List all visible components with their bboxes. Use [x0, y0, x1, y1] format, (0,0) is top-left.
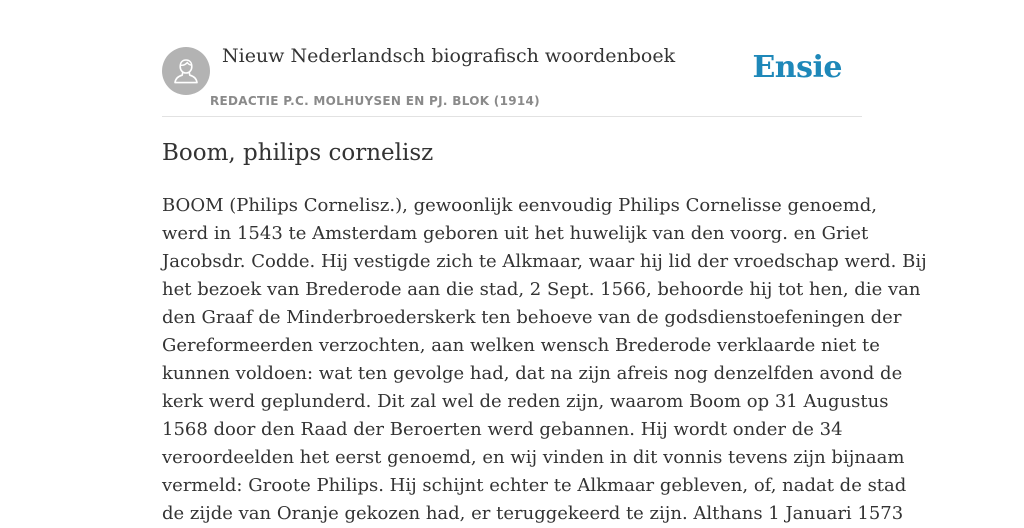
body-line: Gereformeerden verzochten, aan welken wensch Brederode verklaarde niet te — [162, 335, 880, 356]
body-line: vermeld: Groote Philips. Hij schijnt echter te Alkmaar gebleven, of, nadat de stad — [162, 475, 907, 496]
body-line: kerk werd geplunderd. Dit zal wel de reden zijn, waarom Boom op 31 Augustus — [162, 391, 889, 412]
header — [162, 0, 862, 117]
body-line: het bezoek van Brederode aan die stad, 2 Sept. 1566, behoorde hij tot hen, die van — [162, 279, 921, 300]
entry-title: Boom, philips cornelisz — [162, 140, 434, 166]
ensie-logo[interactable]: Ensie — [752, 50, 842, 85]
body-line: veroordeelden het eerst genoemd, en wij vinden in dit vonnis tevens zijn bijnaam — [162, 447, 905, 468]
entry-body — [162, 192, 927, 528]
book-title-link[interactable]: Nieuw Nederlandsch biografisch woordenboek — [222, 45, 676, 67]
body-line: Jacobsdr. Codde. Hij vestigde zich te Alkmaar, waar hij lid der vroedschap werd. Bij — [162, 251, 927, 272]
avatar[interactable] — [162, 47, 210, 95]
body-line: de zijde van Oranje gekozen had, er teruggekeerd te zijn. Althans 1 Januari 1573 — [162, 503, 904, 524]
body-line: 1568 door den Raad der Beroerten werd gebannen. Hij wordt onder de 34 — [162, 419, 843, 440]
body-line: kunnen voldoen: wat ten gevolge had, dat na zijn afreis nog denzelfden avond de — [162, 363, 903, 384]
editors-label: REDACTIE P.C. MOLHUYSEN EN PJ. BLOK (1914) — [210, 94, 540, 108]
body-line: werd in 1543 te Amsterdam geboren uit het huwelijk van den voorg. en Griet — [162, 223, 869, 244]
user-silhouette-icon — [173, 57, 199, 85]
body-line: BOOM (Philips Cornelisz.), gewoonlijk eenvoudig Philips Cornelisse genoemd, — [162, 195, 878, 216]
body-line: den Graaf de Minderbroederskerk ten behoeve van de godsdienstoefeningen der — [162, 307, 902, 328]
